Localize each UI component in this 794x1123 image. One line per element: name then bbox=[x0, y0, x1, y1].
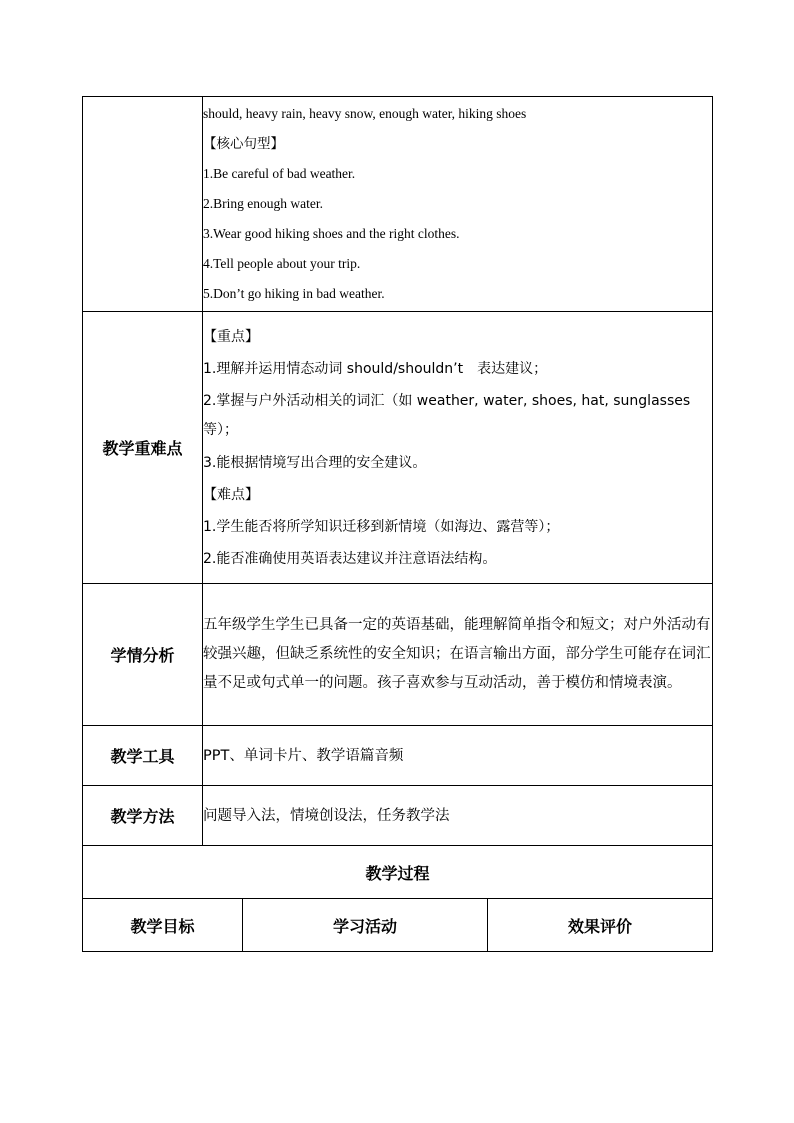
lesson-plan-table bbox=[82, 96, 713, 952]
focus-row bbox=[83, 312, 713, 584]
difficult-points-header: 【难点】 bbox=[203, 486, 259, 503]
methods-row bbox=[83, 786, 713, 846]
analysis-text: 五年级学生学生已具备一定的英语基础，能理解简单指令和短文；对户外活动有较强兴趣，但缺乏系统性的安全知识；在语言输出方面，部分学生可能存在词汇量不足或句式单一的问题。孩子喜欢参与互动活动，善于模仿和情境表演。 bbox=[203, 617, 711, 691]
vocab-row bbox=[83, 97, 713, 312]
analysis-content-cell bbox=[203, 584, 713, 726]
key-point-2: 2.掌握与户外活动相关的词汇（如 weather, water, shoes, hat, sunglasses 等）； bbox=[203, 392, 691, 438]
process-title: 教学过程 bbox=[83, 846, 713, 899]
tools-text: PPT、单词卡片、教学语篇音频 bbox=[203, 747, 404, 764]
core-sentence-5: 5.Don’t go hiking in bad weather. bbox=[203, 286, 385, 301]
analysis-label: 学情分析 bbox=[83, 584, 203, 726]
process-header-row bbox=[83, 899, 713, 952]
tools-label: 教学工具 bbox=[83, 726, 203, 786]
tools-row bbox=[83, 726, 713, 786]
key-point-3: 3.能根据情境写出合理的安全建议。 bbox=[203, 454, 427, 471]
methods-content-cell bbox=[203, 786, 713, 846]
difficult-point-2: 2.能否准确使用英语表达建议并注意语法结构。 bbox=[203, 550, 497, 567]
methods-label: 教学方法 bbox=[83, 786, 203, 846]
focus-label: 教学重难点 bbox=[83, 312, 203, 584]
core-sentence-4: 4.Tell people about your trip. bbox=[203, 256, 361, 271]
core-sentences-header: 【核心句型】 bbox=[203, 136, 284, 152]
column-header-activities: 学习活动 bbox=[243, 899, 488, 952]
core-sentence-3: 3.Wear good hiking shoes and the right clothes. bbox=[203, 226, 460, 241]
column-header-evaluation: 效果评价 bbox=[488, 899, 713, 952]
process-title-row bbox=[83, 846, 713, 899]
focus-content-cell bbox=[203, 312, 713, 584]
difficult-point-1: 1.学生能否将所学知识迁移到新情境（如海边、露营等）； bbox=[203, 518, 560, 535]
column-header-objectives: 教学目标 bbox=[83, 899, 243, 952]
key-point-1: 1.理解并运用情态动词 should/shouldn’t 表达建议； bbox=[203, 360, 548, 377]
vocab-content-cell bbox=[203, 97, 713, 312]
core-sentence-1: 1.Be careful of bad weather. bbox=[203, 166, 356, 181]
methods-text: 问题导入法，情境创设法，任务教学法 bbox=[203, 807, 450, 824]
key-points-header: 【重点】 bbox=[203, 328, 259, 345]
tools-content-cell bbox=[203, 726, 713, 786]
vocab-words: should, heavy rain, heavy snow, enough water, hiking shoes bbox=[203, 106, 527, 121]
vocab-label-cell bbox=[83, 97, 203, 312]
analysis-row bbox=[83, 584, 713, 726]
core-sentence-2: 2.Bring enough water. bbox=[203, 196, 323, 211]
